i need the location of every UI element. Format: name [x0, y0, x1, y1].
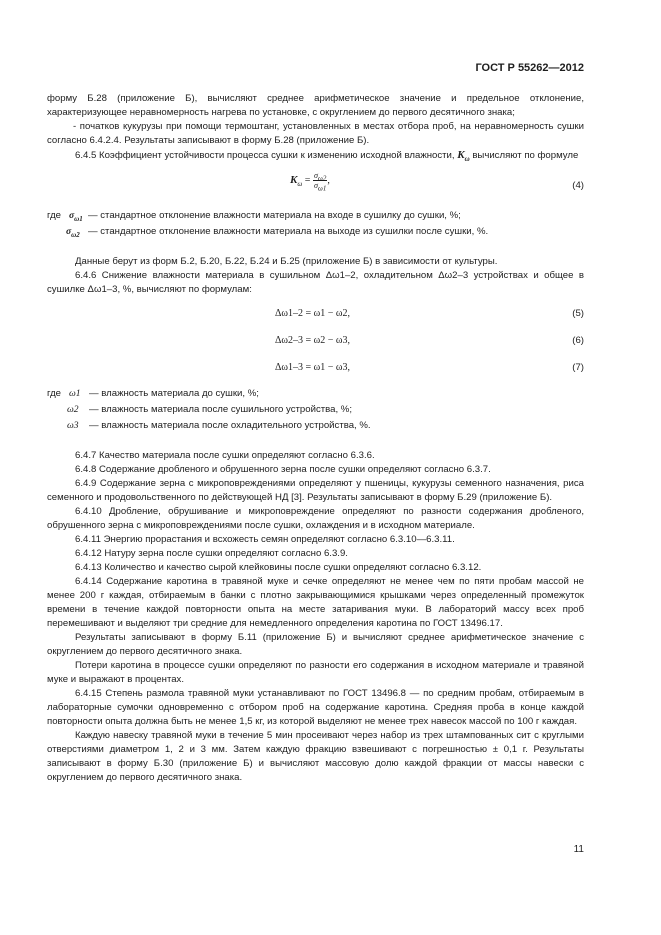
clause-6-4-9: 6.4.9 Содержание зерна с микроповреждениями определяют у пшеницы, кукурузы семенного назначения, риса семенного и продовольственного по действующей НД [3]. Результаты записывают в форму Б.29 (приложение Б). — [47, 478, 584, 503]
clause-6-4-11: 6.4.11 Энергию прорастания и всхожесть семян определяют согласно 6.3.10—6.3.11. — [75, 534, 455, 545]
coefficient-symbol: $K_\omega$ — [457, 149, 470, 164]
page-number: 11 — [573, 844, 584, 855]
clause-text: 6.4.5 Коэффициент устойчивости процесса сушки к изменению исходной влажности, — [75, 150, 455, 161]
standard-header: ГОСТ Р 55262—2012 — [475, 62, 584, 74]
definition-row: где $\sigma_{\omega 1}$ — стандартное отклонение влажности материала на входе в сушилку до сушки, %; — [47, 210, 461, 223]
definition-row: где ω1 — влажность материала до сушки, %; — [47, 388, 259, 399]
clause-6-4-13: 6.4.13 Количество и качество сырой клейковины после сушки определяют согласно 6.3.12. — [75, 562, 482, 573]
clause-6-4-7: 6.4.7 Качество материала после сушки определяют согласно 6.3.6. — [75, 450, 375, 461]
paragraph: Данные берут из форм Б.2, Б.20, Б.22, Б.24 и Б.25 (приложение Б) в зависимости от культуры. — [75, 256, 498, 267]
formula-6 — [47, 334, 584, 348]
formula-number: (4) — [572, 180, 584, 191]
page-content — [47, 92, 584, 785]
symbol: ω2 — [67, 404, 79, 415]
formula-5 — [47, 307, 584, 321]
formula-fraction: $\frac{\sigma_{\omega 2}}{\sigma_{\omega 1}}$ — [313, 171, 327, 193]
formula-expression: Δω1–2 = ω1 − ω2, — [275, 308, 350, 319]
list-item: - початков кукурузы при помощи термоштанг, установленных в местах отбора проб, на неравномерность сушки согласно 6.4.2.4. Результаты записывают в форму Б.28 (приложение Б). — [47, 121, 584, 146]
paragraph: Потери каротина в процессе сушки определяют по разности его содержания в исходном материале и травяной муке и выражают в процентах. — [47, 660, 584, 685]
formula-number: (5) — [572, 308, 584, 319]
definition-row: $\sigma_{\omega 2}$ — стандартное отклонение влажности материала на выходе из сушилки после сушки, %. — [66, 226, 489, 239]
paragraph: форму Б.28 (приложение Б), вычисляют среднее арифметическое значение и предельное отклонение, характеризующее неравномерность нагрева по установке, с округлением до первого десятичного знака; — [47, 93, 584, 118]
definition-row: ω3 — влажность материала после охладительного устройства, %. — [67, 420, 371, 431]
clause-6-4-8: 6.4.8 Содержание дробленого и обрушенного зерна после сушки определяют согласно 6.3.7. — [75, 464, 491, 475]
formula-expression: Δω1–3 = ω1 − ω3, — [275, 362, 350, 373]
symbol: $\sigma_{\omega 2}$ — [66, 226, 80, 239]
clause-text-end: вычисляют по формуле — [469, 150, 579, 161]
clause-6-4-15: 6.4.15 Степень размола травяной муки устанавливают по ГОСТ 13496.8 — по средним пробам, отбираемым в лабораторные сумочки одновременно с отбором проб на содержание каротина. Средняя проба в конце каждой повторности опыта должна быть не менее 1,5 кг, из которой выделяют не менее трех навесок массой по 100 г каждая. — [47, 688, 584, 727]
formula-number: (6) — [572, 335, 584, 346]
clause-6-4-12: 6.4.12 Натуру зерна после сушки определяют согласно 6.3.9. — [75, 548, 348, 559]
paragraph: Результаты записывают в форму Б.11 (приложение Б) и вычисляют среднее арифметическое значение с округлением до первого десятичного знака. — [47, 632, 584, 657]
paragraph: Каждую навеску травяной муки в течение 5 мин просеивают через набор из трех штампованных сит с круглыми отверстиями диаметром 1, 2 и 3 мм. Затем каждую фракцию взвешивают с погрешностью ± 0,1 г. Результаты записывают в форму Б.30 (приложение Б) и вычисляют массовую долю каждой фракции от массы навески с округлением до первого десятичного знака. — [47, 730, 584, 783]
definition-row: ω2 — влажность материала после сушильного устройства, %; — [67, 404, 352, 415]
formula-number: (7) — [572, 362, 584, 373]
formula-4 — [47, 171, 584, 201]
clause-6-4-5 — [47, 148, 584, 163]
clause-6-4-6: 6.4.6 Снижение влажности материала в сушильном Δω1–2, охладительном Δω2–3 устройствах и общее в сушилке Δω1–3, %, вычисляют по формулам: — [47, 270, 584, 295]
formula-7 — [47, 361, 584, 375]
formula-expression: $K_\omega$ = $\frac{\sigma_{\omega 2}}{\sigma_{\omega 1}}$ , — [290, 171, 330, 193]
clause-6-4-14: 6.4.14 Содержание каротина в травяной муке и сечке определяют не менее чем по пяти пробам массой не менее 200 г каждая, отбираемым в банки с плотно закрывающимися крышками через определенный промежуток времени в течение каждой повторности опыта на месте затаривания муки. В лабораторий массу всех проб перемешивают и выделяют три средние для немедленного определения каротина по ГОСТ 13496.17. — [47, 576, 584, 629]
symbol: ω1 — [69, 388, 81, 399]
clause-6-4-10: 6.4.10 Дробление, обрушивание и микроповреждение определяют по разности содержания дробленого, обрушенного зерна с микроповреждениями после сушки, охлаждения и в исходном материале. — [47, 506, 584, 531]
formula-expression: Δω2–3 = ω2 − ω3, — [275, 335, 350, 346]
symbol: ω3 — [67, 420, 79, 431]
symbol: $\sigma_{\omega 1}$ — [69, 210, 83, 223]
